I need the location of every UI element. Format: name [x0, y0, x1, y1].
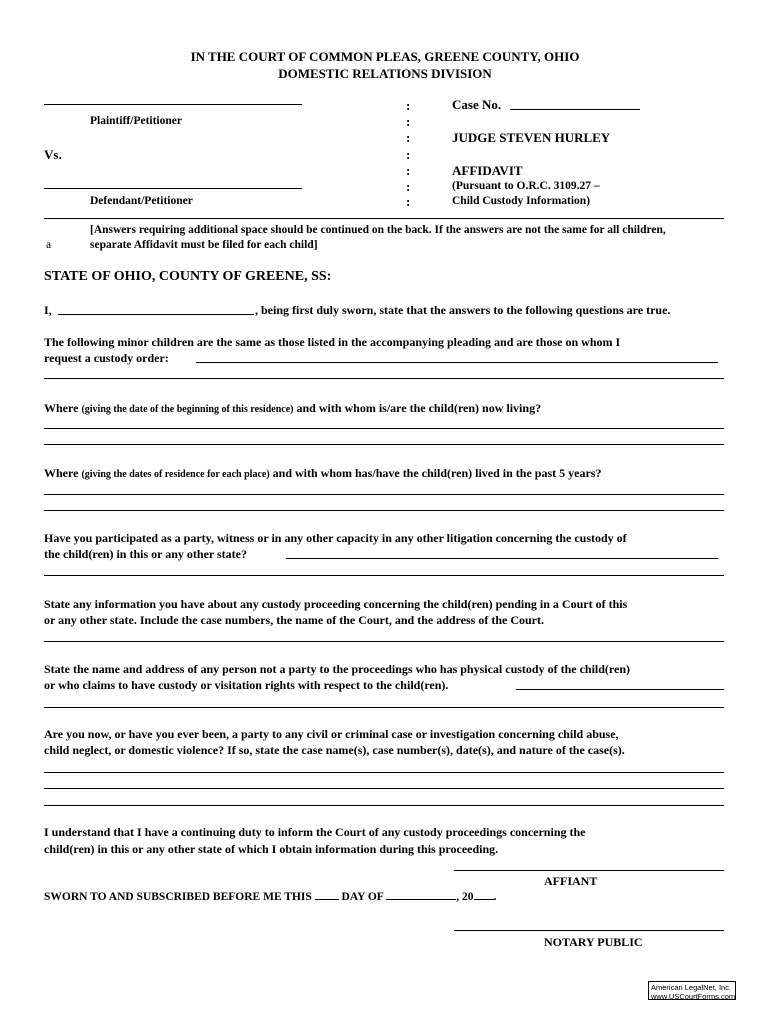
answer-line[interactable]: [44, 444, 724, 445]
month-blank[interactable]: [386, 889, 456, 900]
sworn-statement: [44, 889, 496, 905]
instructions-marker: a: [46, 239, 52, 251]
notary-label: NOTARY PUBLIC: [544, 935, 643, 949]
question-abuse-case-line-1: Are you now, or have you ever been, a party to any civil or criminal case or investigation concerning child abuse,: [44, 727, 619, 741]
sworn-period: .: [493, 891, 497, 903]
defendant-label: Defendant/Petitioner: [90, 195, 193, 207]
answer-line[interactable]: [44, 494, 724, 495]
oath-prefix: I,: [44, 303, 52, 317]
publisher-name: American LegalNet, Inc.: [651, 983, 732, 992]
caption-colon: :: [406, 98, 411, 113]
year-prefix: , 20: [456, 891, 474, 903]
question-litigation-line-1: Have you participated as a party, witness or in any other capacity in any other litigation concerning the custody of: [44, 531, 627, 545]
question-residence-note: (giving the date of the beginning of this residence): [81, 404, 294, 415]
answer-line[interactable]: [44, 788, 724, 789]
day-of-text: DAY OF: [341, 891, 384, 903]
caption-separator: [44, 218, 724, 219]
case-number-line[interactable]: [510, 109, 640, 110]
answer-line[interactable]: [44, 428, 724, 429]
state-county-line: STATE OF OHIO, COUNTY OF GREENE, SS:: [44, 269, 332, 284]
answer-line[interactable]: [44, 641, 724, 642]
caption-colon: :: [406, 147, 411, 162]
plaintiff-name-line[interactable]: [44, 104, 302, 105]
answer-line[interactable]: [286, 558, 718, 559]
publisher-stamp: [648, 981, 736, 1000]
affiant-label: AFFIANT: [544, 874, 598, 888]
question-residence-text: and with whom has/have the child(ren) lived in the past 5 years?: [272, 466, 602, 480]
defendant-name-line[interactable]: [44, 188, 302, 189]
question-current-residence: [44, 400, 541, 418]
question-residence-note: (giving the dates of residence for each place): [81, 469, 270, 480]
instructions-line-2: separate Affidavit must be filed for each child]: [90, 239, 318, 251]
affidavit-subtitle-1: (Pursuant to O.R.C. 3109.27 –: [452, 180, 600, 192]
question-children-line-1: The following minor children are the same as those listed in the accompanying pleading and are those on whom I: [44, 335, 621, 349]
caption-colon: :: [406, 163, 411, 178]
question-where-label: Where: [44, 466, 79, 480]
answer-line[interactable]: [44, 575, 724, 576]
caption-colon: :: [406, 179, 411, 194]
question-abuse-case-line-2: child neglect, or domestic violence? If so, state the case name(s), case number(s), date(s), and nature of the case(s).: [44, 743, 625, 757]
notary-signature-line[interactable]: [454, 930, 724, 931]
plaintiff-label: Plaintiff/Petitioner: [90, 115, 182, 127]
caption-colon: :: [406, 114, 411, 129]
question-pending-proceeding-line-2: or any other state. Include the case numbers, the name of the Court, and the address of the Court.: [44, 613, 544, 627]
question-past-residence: [44, 465, 601, 483]
question-where-label: Where: [44, 401, 79, 415]
sworn-text: SWORN TO AND SUBSCRIBED BEFORE ME THIS: [44, 891, 312, 903]
year-blank[interactable]: [474, 889, 494, 900]
division-title: DOMESTIC RELATIONS DIVISION: [278, 66, 492, 81]
instructions-line-1: [Answers requiring additional space should be continued on the back. If the answers are not the same for all children,: [90, 224, 666, 236]
answer-line[interactable]: [516, 689, 724, 690]
answer-line[interactable]: [44, 772, 724, 773]
answer-line[interactable]: [44, 805, 724, 806]
question-custodian-line-1: State the name and address of any person not a party to the proceedings who has physical custody of the child(ren): [44, 662, 631, 676]
affidavit-title: AFFIDAVIT: [452, 163, 523, 178]
affiant-signature-line[interactable]: [454, 870, 724, 871]
versus-label: Vs.: [44, 147, 62, 162]
answer-line[interactable]: [44, 707, 724, 708]
question-children-line-2: request a custody order:: [44, 351, 169, 365]
oath-text: , being first duly sworn, state that the answers to the following questions are true.: [255, 303, 671, 317]
case-number-label: Case No.: [452, 97, 502, 112]
affidavit-subtitle-2: Child Custody Information): [452, 195, 591, 207]
continuing-duty-line-1: I understand that I have a continuing duty to inform the Court of any custody proceedings concerning the: [44, 825, 586, 839]
day-blank[interactable]: [315, 889, 339, 900]
question-residence-text: and with whom is/are the child(ren) now living?: [296, 401, 542, 415]
answer-line[interactable]: [44, 510, 724, 511]
answer-line[interactable]: [44, 378, 724, 379]
answer-line[interactable]: [196, 362, 718, 363]
caption-colon: :: [406, 130, 411, 145]
affiant-name-line[interactable]: [58, 314, 254, 315]
judge-name: JUDGE STEVEN HURLEY: [452, 130, 611, 145]
question-litigation-line-2: the child(ren) in this or any other state?: [44, 547, 247, 561]
continuing-duty-line-2: child(ren) in this or any other state of which I obtain information during this proceeding.: [44, 842, 499, 856]
question-pending-proceeding-line-1: State any information you have about any custody proceeding concerning the child(ren) pending in a Court of this: [44, 597, 628, 611]
question-custodian-line-2: or who claims to have custody or visitation rights with respect to the child(ren).: [44, 678, 449, 692]
publisher-url: www.USCourtForms.com: [651, 992, 736, 1001]
caption-colon: :: [406, 194, 411, 209]
court-title: IN THE COURT OF COMMON PLEAS, GREENE COUNTY, OHIO: [190, 49, 580, 64]
